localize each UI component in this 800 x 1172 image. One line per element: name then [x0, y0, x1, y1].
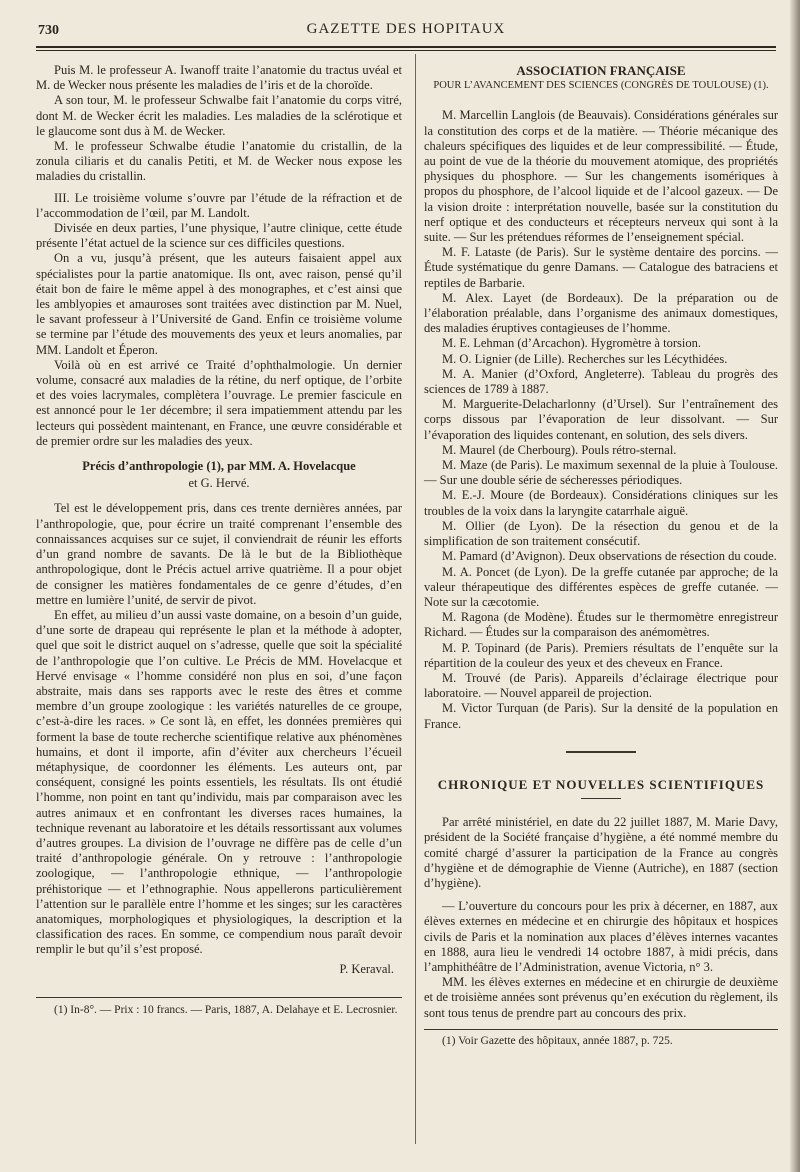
entry: M. Victor Turquan (de Paris). Sur la densité de la population en France. [424, 701, 778, 731]
right-column [424, 63, 778, 1048]
entry: M. Ragona (de Modène). Études sur le thermomètre enregistreur Richard. — Études sur la comparaison des anémomètres. [424, 610, 778, 640]
entry: M. A. Poncet (de Lyon). De la greffe cutanée par approche; de la valeur thérapeutique des différentes espèces de greffe cutanée. — Note sur la cæcotomie. [424, 564, 778, 609]
header-rule [36, 46, 776, 48]
entry: M. Marcellin Langlois (de Beauvais). Considérations générales sur la constitution des corps et de la matière. — Théorie mécanique des chaleurs spécifiques des liquides et de leur compressibilité. — Étude, au point de vue de la théorie du mouvement atomique, des propriétés physiques du phosphore. — Sur les changements isomériques à propos du phosphore, de l’alcool liquide et de l’alcool gazeux. — De la vision droite : interprétation nouvelle, basée sur la constitution du nerf optique et des conducteurs et récepteurs nerveux qui sont à la suite. — Sur les prétendues réformes de l’enseignement spécial. [424, 108, 778, 245]
journal-title: GAZETTE DES HOPITAUX [306, 21, 506, 37]
page-edge-shadow [790, 0, 800, 1172]
entry: M. Marguerite-Delacharlonny (d’Ursel). Sur l’entraînement des corps dissous par l’évaporation de leur dissolvant. — Sur l’évaporation des liquides contenant, en solution, des sels divers. [424, 397, 778, 442]
paragraph: — L’ouverture du concours pour les prix à décerner, en 1887, aux élèves externes en médecine et en chirurgie des hôpitaux et hospices civils de Paris et la nomination aux places d’élèves internes vacantes en 1888, aura lieu le vendredi 14 octobre 1887, à midi précis, dans l’amphithéâtre de l’Administration, avenue Victoria, n° 3. [424, 899, 778, 974]
left-column [36, 63, 402, 1017]
signature: P. Keraval. [339, 961, 394, 976]
footnote-rule [36, 997, 402, 998]
entry: M. Maurel (de Cherbourg). Pouls rétro-sternal. [442, 442, 677, 457]
entry: M. Ollier (de Lyon). De la résection du genou et de la simplification de son traitement consécutif. [424, 518, 778, 549]
header-rule-thin [36, 50, 776, 51]
entry: M. E.-J. Moure (de Bordeaux). Considérations cliniques sur les troubles de la voix dans la laryngite catarrhale aiguë. [424, 488, 778, 518]
entry: M. F. Lataste (de Paris). Sur le système dentaire des porcins. — Étude systématique du genre Damans. — Catalogue des batraciens et reptiles de Barbarie. [424, 245, 778, 290]
entry: M. E. Lehman (d’Arcachon). Hygromètre à torsion. [442, 336, 701, 351]
paragraph: On a vu, jusqu’à présent, que les auteurs faisaient appel aux spécialistes pour la partie anatomique. Ils ont, avec raison, pensé qu’il était bon de faire le même appel à des monographes, et c’est ainsi que les amblyopies et amauroses sont traitées avec distinction par M. Nuel, le savant professeur à l’Université de Gand. Enfin ce troisième volume se termine par l’étude des mouvements des yeux et leurs anomalies, par MM. Landolt et Éperon. [36, 251, 402, 357]
chronique-title: CHRONIQUE ET NOUVELLES SCIENTIFIQUES [437, 776, 765, 792]
short-rule [581, 798, 621, 799]
entry: M. Trouvé (de Paris). Appareils d’éclairage électrique pour laboratoire. — Nouvel appareil de projection. [424, 670, 778, 701]
paragraph: III. Le troisième volume s’ouvre par l’étude de la réfraction et de l’accommodation de l’œil, par M. Landolt. [36, 190, 402, 220]
paragraph: Par arrêté ministériel, en date du 22 juillet 1887, M. Marie Davy, président de la Société française d’hygiène, a été nommé membre du comité chargé d’assurer la participation de la France au congrès d’hygiène et de démographie de Vienne (Autriche), en 1887 (section d’hygiène). [424, 815, 778, 890]
association-subtitle: POUR L’AVANCEMENT DES SCIENCES (CONGRÈS DE TOULOUSE) (1). [433, 80, 769, 92]
page-number: 730 [38, 23, 59, 38]
footnote-rule [424, 1029, 778, 1030]
paragraph: Voilà où en est arrivé ce Traité d’ophthalmologie. Un dernier volume, consacré aux maladies de la rétine, du nerf optique, de l’orbite et des voies lacrymales, complètera l’ouvrage. Le premier fascicule en est annoncé pour le 1er décembre; il sera impatiemment attendu par les lecteurs qui possèdent maintenant, en France, une œuvre considérable et de premier ordre sur les maladies des yeux. [36, 357, 402, 448]
paragraph: Puis M. le professeur A. Iwanoff traite l’anatomie du tractus uvéal et M. de Wecker nous présente les maladies de l’iris et de la choroïde. [36, 63, 402, 93]
paragraph: Tel est le développement pris, dans ces trente dernières années, par l’anthropologie, que, pour écrire un traité comprenant l’ensemble des connaissances acquises sur ce sujet, il conviendrait de réunir les efforts d’un grand nombre de savants. De là le but de la Bibliothèque anthropologique, dont le Précis actuel arrive quatrième. Il a pour objet de consigner les matières fondamentales de ce genre d’études, d’en mettre en lumière l’unité, de servir de pivot. [36, 501, 402, 607]
precis-authors: et G. Hervé. [188, 476, 250, 491]
entry: M. Maze (de Paris). Le maximum sexennal de la pluie à Toulouse. — Sur une double série de sécheresses périodiques. [424, 458, 778, 488]
paragraph: En effet, au milieu d’un aussi vaste domaine, on a besoin d’un guide, d’une sorte de drapeau qui représente le plan et la méthode à adopter, quel que soit le district auquel on s’adresse, quelle que soit la spécialité de l’anthropologie que l’on cultive. Le Précis de MM. Hovelacque et Hervé envisage « l’homme considéré non plus en soi, d’une façon abstraite, mais dans ses rapports avec le reste des êtres et comme membre d’un groupe zoologique : les variétés naturelles de ce groupe, c’est-à-dire les races. » Ce sont là, en effet, les données premières qui forment la base de toute recherche scientifique relative aux phénomènes humains, et dont il importe, afin d’éviter aux chercheurs l’écueil métaphysique, de coordonner les éléments. Les auteurs ont, par conséquent, consigné les points essentiels, les résultats. Ils ont étudié l’homme, non point en tant qu’individu, mais par comparaison avec les autres animaux et en confrontant les diverses races humaines, la technique revenant au laboratoire et les détails ressortissant aux volumes d’autres groupes. La division de l’ouvrage ne diffère pas de celle d’un traité d’anthropologie générale. On y retrouve : l’anthropologie zoologique, — l’anthropologie ethnique, — l’anthropologie préhistorique — et l’ethnographie. Nous appellerons particulièrement l’attention sur le parallèle entre l’homme et les singes; sur les caractères anatomiques, morphologiques et physiologiques, la description et la classification des races. En somme, ce compendium nous paraît devoir remplir le but qu’il s’est proposé. [36, 607, 402, 957]
entry: M. A. Manier (d’Oxford, Angleterre). Tableau du progrès des sciences de 1789 à 1887. [424, 366, 778, 397]
paragraph: A son tour, M. le professeur Schwalbe fait l’anatomie du corps vitré, dont M. de Wecker écrit les maladies. Les maladies de la sclérotique et le glaucome sont dus à M. de Wecker. [36, 93, 402, 138]
entry: M. Alex. Layet (de Bordeaux). De la préparation ou de l’élaboration préalable, dans l’organisme des animaux domestiques, des maladies éruptives contagieuses de l’homme. [424, 290, 778, 336]
association-title: ASSOCIATION FRANÇAISE [516, 63, 686, 78]
page-header [30, 18, 782, 40]
footnote: (1) Voir Gazette des hôpitaux, année 1887, p. 725. [442, 1034, 673, 1047]
paragraph: M. le professeur Schwalbe étudie l’anatomie du cristallin, de la zonula ciliaris et du canalis Petiti, et M. de Wecker nous expose les maladies du cristallin. [36, 139, 402, 184]
footnote: (1) In-8°. — Prix : 10 francs. — Paris, 1887, A. Delahaye et E. Lecrosnier. [54, 1003, 398, 1016]
paragraph: Divisée en deux parties, l’une physique, l’autre clinique, cette étude présente l’état actuel de la science sur ces difficiles questions. [36, 221, 402, 251]
paragraph: MM. les élèves externes en médecine et en chirurgie de deuxième et de troisième années sont prévenus qu’en exécution du règlement, ils sont tous tenus de prendre part au concours des prix. [424, 975, 778, 1020]
precis-section-title: Précis d’anthropologie (1), par MM. A. Hovelacque [82, 459, 356, 474]
section-ornament [424, 742, 778, 757]
entry: M. Pamard (d’Avignon). Deux observations de résection du coude. [442, 549, 777, 564]
entry: M. O. Lignier (de Lille). Recherches sur les Lécythidées. [442, 351, 728, 366]
entry: M. P. Topinard (de Paris). Premiers résultats de l’enquête sur la répartition de la couleur des yeux et des cheveux en France. [424, 640, 778, 670]
column-divider [415, 54, 416, 1144]
